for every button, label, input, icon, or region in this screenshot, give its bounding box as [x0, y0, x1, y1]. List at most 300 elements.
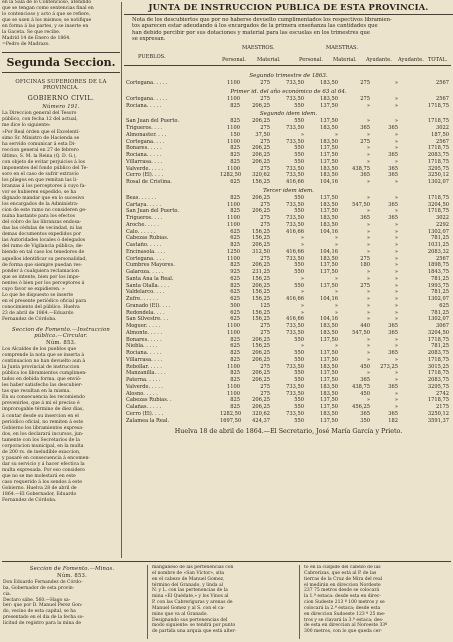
amount-cell: 550 [294, 350, 304, 357]
table-row [124, 145, 451, 152]
bottom-rule [2, 561, 451, 562]
town-name: Bonares. . . . . [126, 145, 162, 152]
amount-cell: 550 [294, 152, 304, 159]
amount-cell: 1100 [227, 390, 240, 397]
text-line: Don Eduardo Fernandez de Córdo- [3, 580, 83, 585]
table-row [124, 316, 451, 323]
text-line: »Por Real órden que el Excelentí- [2, 129, 80, 135]
amount-cell: 625 [230, 296, 240, 303]
table-row [124, 337, 451, 344]
amount-cell: 2292 [436, 221, 449, 228]
amount-cell: 206,25 [252, 377, 270, 384]
town-name: Cabezas Rubias. . [126, 397, 172, 404]
town-name: Valdelarco. . . . [126, 289, 165, 296]
fomento-number: Núm. 853. [56, 573, 88, 579]
amount-cell: 137,50 [320, 208, 338, 215]
amount-cell: 137,50 [320, 145, 338, 152]
amount-cell: 1031,25 [427, 242, 449, 249]
town-name: Manzanilla. . . . [126, 370, 166, 377]
amount-cell: » [300, 131, 304, 138]
amount-cell: 3015,25 [427, 363, 449, 370]
amount-cell: » [366, 131, 370, 138]
amount-cell: 416,66 [286, 316, 304, 323]
amount-cell: 1100 [227, 138, 240, 145]
amount-cell: » [394, 102, 398, 109]
table-row [124, 418, 451, 425]
amount-cell: 733,50 [286, 95, 304, 102]
amount-cell: » [394, 255, 398, 262]
text-line: continuacion no han devuelto aun á [2, 359, 86, 365]
table-row [124, 195, 451, 202]
amount-cell: 550 [294, 336, 304, 343]
amount-cell: 3295,75 [427, 383, 449, 390]
text-line: cia. [3, 591, 12, 597]
text-line: tros y se clavará la 3.ª estaca; des- [304, 617, 384, 623]
amount-cell: 550 [294, 377, 304, 384]
table-row [124, 235, 451, 242]
amount-cell: 3295,75 [427, 165, 449, 172]
amount-cell: 1898,75 [427, 262, 449, 269]
amount-cell: 733,50 [286, 410, 304, 417]
text-line: la Junta provincial de instruccion [2, 365, 80, 371]
town-name: Castaño. . . . . [126, 242, 162, 249]
table-row [124, 330, 451, 337]
text-line: ponder á cualquiera reclamacion [2, 268, 79, 274]
text-line: con objeto de evitar perjuicios á los [2, 159, 85, 165]
text-line: en el cabezo de Manuel Gomez, [152, 576, 225, 582]
amount-cell: 2175 [436, 404, 449, 411]
amount-cell: 183,50 [320, 165, 338, 172]
text-line: que se tengan como sentencias final en [2, 6, 94, 12]
bottom-column-1 [3, 565, 141, 642]
amount-cell: 2742 [436, 390, 449, 397]
table-row [124, 229, 451, 236]
amount-cell: 275 [260, 363, 270, 370]
amount-cell: » [300, 343, 304, 350]
amount-cell: 206,25 [252, 336, 270, 343]
section-heading: Primer id. del año económico de 63 al 64. [230, 88, 347, 95]
amount-cell: 137,50 [320, 269, 338, 276]
text-line: en forma á las partes, y se inserte en [2, 24, 89, 30]
amount-cell: 206,25 [252, 282, 270, 289]
amount-cell: 925 [230, 269, 240, 276]
town-name: Cerro (El). . . . [126, 410, 164, 417]
text-line: Gobierno los libramientos expresa- [2, 425, 84, 431]
amount-cell: 2567 [436, 80, 449, 87]
text-line: en la Sala de lo Contencioso, atendido [2, 0, 92, 5]
amount-cell: 733,50 [286, 215, 304, 222]
amount-cell: 275 [260, 329, 270, 336]
amount-cell: 365 [388, 172, 398, 179]
amount-cell: » [366, 343, 370, 350]
text-line: Fernandez de Córdoba. [2, 498, 57, 504]
amount-cell: » [366, 221, 370, 228]
note-line: han debido percibir por sus dotaciones y material para las escuelas en los trimestres que [132, 29, 370, 36]
amount-cell: » [394, 248, 398, 255]
amount-cell: » [394, 309, 398, 316]
instruction-number: Núm. 853. [45, 340, 77, 347]
amount-cell: 1100 [227, 80, 240, 87]
amount-cell: » [366, 275, 370, 282]
amount-cell: 206,25 [252, 145, 270, 152]
amount-cell: » [394, 390, 398, 397]
table-row [124, 172, 451, 179]
amount-cell: 450 [360, 390, 370, 397]
town-name: Zufre. . . . . . [126, 296, 158, 303]
text-line: branzas á los perceptores á cuyo fa- [2, 183, 87, 189]
amount-cell: 137,50 [320, 194, 338, 201]
amount-cell: 825 [230, 350, 240, 357]
amount-cell: 1718,75 [427, 370, 449, 377]
amount-cell: » [394, 302, 398, 309]
town-name: Cortegana. . . . . [126, 80, 168, 87]
amount-cell: » [394, 275, 398, 282]
amount-cell: 187,50 [431, 131, 449, 138]
text-line: lo contencioso y acto á que se refiere, [2, 12, 91, 18]
table-row [124, 303, 451, 310]
table-row [124, 152, 451, 159]
amount-cell: 424,37 [252, 417, 270, 424]
amount-cell: 183,50 [320, 410, 338, 417]
amount-cell: 1718,75 [427, 158, 449, 165]
text-line: Declaro sábe. 560.—Hago sa- [3, 597, 71, 603]
town-name: Cartaya. . . . . [126, 201, 161, 208]
amount-cell: 275 [360, 255, 370, 262]
bottom-divider-1 [147, 565, 148, 639]
text-line: público, con fecha 12 del actual, [2, 117, 78, 123]
amount-cell: 1302,07 [427, 179, 449, 186]
amount-cell: » [334, 235, 338, 242]
amount-cell: 2567 [436, 255, 449, 262]
text-line: reccion general en 27 de febrero [2, 147, 79, 153]
amount-cell: 137,50 [320, 404, 338, 411]
section-title: Segunda Seccion. [2, 52, 120, 73]
text-line: das las cédulas de vecindad, ni las [2, 226, 83, 232]
amount-cell: 365 [388, 383, 398, 390]
amount-cell: 825 [230, 336, 240, 343]
amount-cell: 825 [230, 158, 240, 165]
amount-cell: 500 [230, 302, 240, 309]
town-name: San Juan del Puerto. [126, 208, 180, 215]
amount-cell: » [366, 102, 370, 109]
text-line: conocimiento del público. Huelva [2, 304, 80, 310]
text-line: periódico oficial, no remiten á este [2, 419, 84, 425]
amount-cell: 1718,75 [427, 356, 449, 363]
bottom-column-3 [304, 565, 450, 642]
section-table [124, 195, 451, 425]
table-row [124, 310, 451, 317]
amount-cell: » [394, 221, 398, 228]
amount-cell: » [394, 397, 398, 404]
table-row [124, 283, 451, 290]
amount-cell: 183,50 [320, 255, 338, 262]
amount-cell: 438,75 [352, 165, 370, 172]
town-name: Rebollar. . . . . [126, 363, 162, 370]
amount-cell: » [394, 80, 398, 87]
text-line: de forma que siempre puedan res- [2, 262, 83, 268]
table-row [124, 343, 451, 350]
text-line: en el presente periódico oficial para [2, 298, 87, 304]
text-line: mina «El Quédate,» y los Vinos al [152, 594, 229, 600]
text-line: 300 metros, con lo que queda cer- [304, 629, 383, 635]
amount-cell: » [366, 228, 370, 235]
amount-cell: 550 [294, 145, 304, 152]
amount-cell: » [394, 282, 398, 289]
text-line: que no se me molestará en este [2, 474, 76, 479]
table-row [124, 249, 451, 256]
note-line: se expresan. [132, 35, 166, 42]
amount-cell: 312,50 [252, 248, 270, 255]
text-line: á contar desde su insercion en el [2, 413, 79, 419]
amount-cell: » [394, 145, 398, 152]
amount-cell: » [394, 208, 398, 215]
text-line: Los Alcaldes de los pueblos que [2, 347, 77, 353]
town-name: San Silvestre. . . [126, 316, 169, 323]
text-line: do, vecino de esta capital, se ha [3, 609, 76, 615]
section-table [124, 80, 451, 87]
amount-cell: » [366, 302, 370, 309]
amount-cell: 781,25 [431, 289, 449, 296]
text-line: biendo en tal caso los tenedores de [2, 250, 85, 256]
amount-cell: 416,66 [286, 248, 304, 255]
text-line: el nombre de «San Víctor», sita [152, 570, 225, 576]
amount-cell: » [366, 269, 370, 276]
amount-cell: 365 [388, 201, 398, 208]
amount-cell: 206,25 [252, 350, 270, 357]
town-name: Calañas. . . . . [126, 404, 162, 411]
amount-cell: 206,25 [252, 262, 270, 269]
text-line: 237 75 metros desde se colocará [304, 588, 380, 594]
amount-cell: 825 [230, 152, 240, 159]
table-row [124, 384, 451, 391]
amount-cell: 275 [260, 95, 270, 102]
amount-cell: 3250,12 [427, 172, 449, 179]
section-heading: Tercer idem idem. [263, 187, 314, 194]
amount-cell: 625 [230, 343, 240, 350]
text-line: simo Sr. Ministro de Hacienda se [2, 135, 80, 141]
text-line: Cabrerizas, que está al P. de las [304, 570, 377, 576]
amount-cell: 825 [230, 194, 240, 201]
amount-cell: 733,50 [286, 255, 304, 262]
text-line: y pasaré en consecuencia á encomen- [2, 455, 90, 461]
text-line: demas documentos expedidos por [2, 232, 82, 238]
text-line: que se intente, bien por los impo- [2, 274, 81, 280]
header-material-2: Material. [333, 57, 357, 64]
amount-cell: 275 [260, 215, 270, 222]
amount-cell: 156,25 [252, 235, 270, 242]
table-row [124, 139, 451, 146]
amount-cell: 183,50 [320, 201, 338, 208]
amount-cell: 183,50 [320, 363, 338, 370]
town-name: Calo. . . . . . [126, 228, 156, 235]
amount-cell: 550 [294, 262, 304, 269]
header-material: Material. [257, 57, 281, 64]
town-name: Moguer. . . . . [126, 323, 161, 330]
amount-cell: 2567 [436, 138, 449, 145]
table-row [124, 80, 451, 87]
amount-cell: 1100 [227, 95, 240, 102]
text-line: cion de este ramo no consideren ge- [2, 208, 87, 214]
amount-cell: 206,25 [252, 152, 270, 159]
amount-cell: 733,50 [286, 80, 304, 87]
table-row [124, 370, 451, 377]
amount-cell: 438,75 [352, 383, 370, 390]
town-name: Bonares. . . . . [126, 336, 162, 343]
amount-cell: 183,50 [320, 215, 338, 222]
amount-cell: » [394, 377, 398, 384]
amount-cell: 825 [230, 102, 240, 109]
amount-cell: 320,62 [252, 410, 270, 417]
table-row [124, 215, 451, 222]
text-line: tas que resultan en la misma. [2, 389, 71, 395]
amount-cell: 137,50 [320, 152, 338, 159]
section-table [124, 118, 451, 186]
amount-cell: 550 [294, 269, 304, 276]
amount-cell: 156,25 [252, 228, 270, 235]
table-header [124, 45, 453, 71]
amount-cell: 2083,75 [427, 152, 449, 159]
amount-cell: 733,50 [286, 221, 304, 228]
text-line: último, S. M. la Reina (Q. D. G.), [2, 153, 77, 159]
town-name: Encinasola. . . . [126, 248, 166, 255]
amount-cell: 733,50 [286, 323, 304, 330]
amount-cell: 275 [260, 255, 270, 262]
fomento-text [3, 580, 141, 627]
amount-cell: 1282,50 [220, 172, 242, 179]
amount-cell: 182 [388, 417, 398, 424]
amount-cell: 1100 [227, 215, 240, 222]
text-line: La Direccion general del Tesoro [2, 111, 77, 117]
amount-cell: 733,50 [286, 390, 304, 397]
table-row [124, 202, 451, 209]
instruction-title: Seccion de Fomento.—Instruccion pública.—Circular. [12, 327, 110, 340]
text-line: cion Sudeste 213 º 100 metros y se [304, 600, 385, 606]
amount-cell: » [366, 152, 370, 159]
amount-cell: 275 [260, 201, 270, 208]
text-line: les haber satisfecho las descubier- [2, 383, 83, 389]
town-name: Trigueros. . . . [126, 215, 163, 222]
amount-cell: 156,25 [252, 316, 270, 323]
amount-cell: » [300, 275, 304, 282]
amount-cell: 183,50 [320, 95, 338, 102]
amount-cell: 733,50 [286, 363, 304, 370]
amount-cell: 37,50 [255, 131, 270, 138]
amount-cell: 206,25 [252, 370, 270, 377]
amount-cell: » [300, 289, 304, 296]
amount-cell: » [334, 289, 338, 296]
text-line: prevenirles, que á mi el preciso é [2, 401, 80, 407]
text-line: Gobierno. Huelva 28 de abril de [2, 486, 77, 492]
amount-cell: 733,50 [286, 165, 304, 172]
instruction-text [2, 347, 120, 504]
text-line: término del Granado, y linda al [152, 582, 224, 588]
amount-cell: » [366, 242, 370, 249]
text-line: ha servido comunicar á esta Di- [2, 141, 76, 147]
table-row [124, 323, 451, 330]
amount-cell: 733,50 [286, 125, 304, 132]
amount-cell: 206,25 [252, 397, 270, 404]
table-row [124, 208, 451, 215]
text-line: tamente con los Secretarios de la [2, 437, 80, 443]
amount-cell: » [366, 309, 370, 316]
text-line: que se usen á los mismos; se notifique [2, 18, 92, 24]
header-maestras: MAESTRAS. [326, 45, 358, 52]
table-row [124, 118, 451, 125]
text-line: nuina bastante para los efectos [2, 214, 75, 220]
text-line: nentes ó bien por los perceptores á [2, 280, 85, 286]
text-line: P. con las Cabreriguras y arenas de [152, 600, 233, 606]
text-line: pública los libramientos cumplimen- [2, 371, 87, 377]
amount-cell: » [300, 235, 304, 242]
amount-cell: » [394, 228, 398, 235]
amount-cell: » [394, 158, 398, 165]
text-line: 23 de abril de 1864.—Eduardo [2, 310, 74, 316]
amount-cell: 365 [388, 152, 398, 159]
amount-cell: 275 [260, 138, 270, 145]
table-row [124, 404, 451, 411]
office-title: OFICINAS SUPERIORES DE LA PROVINCIA. [15, 79, 107, 92]
text-line: to en la cúspide del cabezo de las [304, 565, 381, 570]
town-name: Villarrasa. . . . [126, 158, 163, 165]
text-line: vor se hubieren expedido, se ha [2, 189, 77, 195]
amount-cell: » [366, 356, 370, 363]
text-line: tierras de la Cruz de Mira del real [304, 576, 383, 582]
amount-cell: » [394, 404, 398, 411]
town-name: Almonaster. . . . [126, 131, 167, 138]
amount-cell: 781,25 [431, 309, 449, 316]
amount-cell: 825 [230, 404, 240, 411]
amount-cell: 825 [230, 242, 240, 249]
table-row [124, 364, 451, 371]
amount-cell: » [366, 118, 370, 125]
text-line: dar su servicio y á hacer efectiva la [2, 461, 85, 467]
amount-cell: 137,50 [320, 356, 338, 363]
text-line: =Pedro de Madrazo. [2, 42, 50, 48]
amount-cell: 2083,32 [427, 248, 449, 255]
amount-cell: 625 [230, 235, 240, 242]
text-line: los pliegos en que remitan las li- [2, 177, 78, 183]
table-row [124, 269, 451, 276]
right-column [124, 0, 453, 560]
text-line: improrogable término de diez días, [2, 407, 84, 413]
amount-cell: » [394, 131, 398, 138]
amount-cell: 1282,50 [220, 410, 242, 417]
amount-cell: 1100 [227, 329, 240, 336]
amount-cell: 275 [360, 282, 370, 289]
amount-cell: 625 [230, 228, 240, 235]
amount-cell: 825 [230, 145, 240, 152]
intro-text [2, 0, 120, 48]
text-line: imponentes del fondo público del Te- [2, 165, 88, 171]
amount-cell: 416,66 [286, 228, 304, 235]
town-name: San Juan del Puerto. [126, 118, 180, 125]
table-row [124, 397, 451, 404]
amount-cell: 275 [260, 390, 270, 397]
amount-cell: 550 [294, 404, 304, 411]
amount-cell: 104,16 [320, 248, 338, 255]
amount-cell: 3022 [436, 215, 449, 222]
text-line: del ramo de Vigilancia pública; de- [2, 244, 84, 250]
amount-cell: 183,50 [320, 221, 338, 228]
amount-cell: 365 [360, 410, 370, 417]
amount-cell: 206,25 [252, 158, 270, 165]
amount-cell: 781,25 [431, 275, 449, 282]
amount-cell: 550 [294, 208, 304, 215]
amount-cell: 550 [294, 356, 304, 363]
town-name: Redondela. . . . [126, 309, 165, 316]
amount-cell: 137,50 [320, 118, 338, 125]
section-heading: Segundo idem idem. [259, 111, 318, 118]
